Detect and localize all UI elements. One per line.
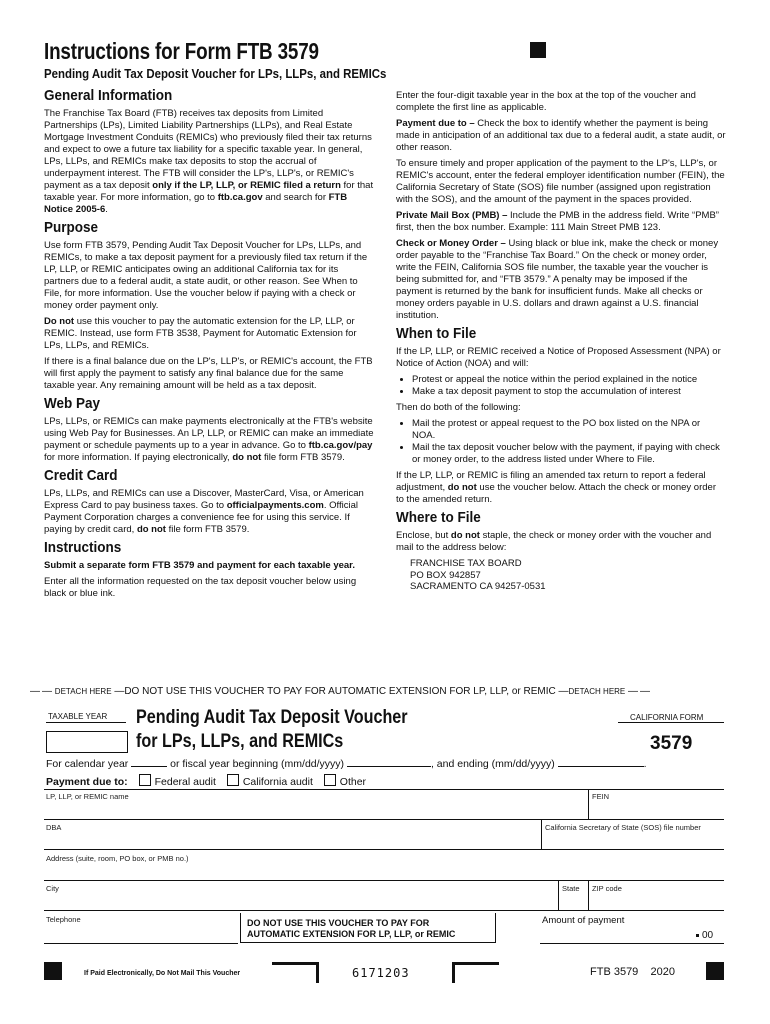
check-instruction: Check or Money Order – Using black or blue ink, make the check or money order payable to the “Franchise Tax Board.” On the check or money order, write the FEIN, California SOS file number, the taxable year the voucher is being submitted for, and “FTB 3579.” A penalty may be imposed if the payment is returned by the bank for insufficient funds. Make all checks or money orders payable in U.S. dollars and drawn against a U.S. financial institution. [396,238,719,321]
form-number: 3579 [650,733,693,754]
telephone-label: Telephone [46,915,81,924]
credit-card-heading: Credit Card [44,467,118,484]
fein-label: FEIN [592,792,610,801]
instructions-heading: Instructions [44,539,122,556]
dash-icon: — — [30,686,53,697]
dash-icon: — [114,686,125,697]
web-pay-heading: Web Pay [44,395,101,412]
sos-label: California Secretary of State (SOS) file number [545,823,701,832]
footer-form-id: FTB 3579 2020 [590,966,676,978]
sos-field[interactable] [545,832,723,848]
list-item: • Make a tax deposit payment to stop the accumulation of interest [412,386,726,398]
dba-field[interactable] [46,832,536,850]
calendar-year-line: For calendar year or fiscal year beginning (mm/dd/yyyy) , and ending (mm/dd/yyyy) . [46,758,647,770]
payment-due-instruction: Payment due to – Check the box to identify whether the payment is being made in anticipation of an additional tax due to a federal audit, a state audit, or other reason. [396,118,726,153]
official-payments-link[interactable]: officialpayments.com [226,500,324,511]
zip-label: ZIP code [592,884,622,893]
general-information-text: The Franchise Tax Board (FTB) receives tax deposits from Limited Partnerships (LPs), Limited Liability Partnerships (LLPs), and Real Estate Mortgage Investment Conduits (REMICs) who previously filed their tax returns and expect to owe a future tax liability for a specific taxable year. In general, LPs, LLPs, and REMICs make tax deposits to stop the accrual of underpayment interest. The FTB will consider the LP's, LLP's, or REMIC's payment as a tax deposit only if the LP, LLP, or REMIC filed a return for that taxable year. For more information, go to ftb.ca.gov and search for FTB Notice 2005-6. [44,108,374,215]
fiscal-end-field[interactable] [558,766,644,767]
voucher-title: Pending Audit Tax Deposit Voucher for LPs, LLPs, and REMICs [136,707,408,752]
page-title: Instructions for Form FTB 3579 [44,38,319,64]
purpose-text: Use form FTB 3579, Pending Audit Tax Deposit Voucher for LPs, LLPs, and REMICs, to make a tax deposit payment for a previously filed tax return if the LP, LLP, or REMIC anticipates owing an additional California tax for its partners due to a federal audit, a state audit, or other reason. See When to File, for more information. Use the voucher below if paying with a check or money order payment only. [44,240,368,311]
instructions-bold-text: Submit a separate form FTB 3579 and payment for each taxable year. [44,560,355,571]
dba-label: DBA [46,823,62,832]
right-column [396,90,726,593]
credit-card-text: LPs, LLPs, and REMICs can use a Discover, MasterCard, Visa, or American Express Card to pay business taxes. Go to officialpayments.com. Official Payment Corporation charges a convenience fee for using this service. If paying by credit card, do not file form FTB 3579. [44,488,364,535]
taxable-year-instruction: Enter the four-digit taxable year in the box at the top of the voucher and complete the first line as applicable. [396,90,696,113]
purpose-balance-text: If there is a final balance due on the LP's, LLP's, or REMIC's account, the FTB will first apply the payment to satisfy any final balance due for the same taxable year. Any remaining amount will be held as a tax deposit. [44,356,373,391]
purpose-heading: Purpose [44,219,99,236]
city-field[interactable] [46,893,554,909]
other-checkbox[interactable] [324,774,336,786]
fein-instruction: To ensure timely and proper application of the payment to the LP's, LLP's, or REMIC's account, enter the federal employer identification number (FEIN), the California Secretary of State (SOS) file number (assigned upon registration with the SOS), and the amount of the payment in the spaces provided. [396,158,725,205]
detach-line: — — DETACH HERE —DO NOT USE THIS VOUCHER TO PAY FOR AUTOMATIC EXTENSION FOR LP, LLP, or REMIC —DETACH HERE — — [30,686,651,697]
registration-mark [706,962,724,980]
then-do-both-text: Then do both of the following: [396,402,521,413]
zip-field[interactable] [592,893,722,909]
when-to-file-text: If the LP, LLP, or REMIC received a Notice of Proposed Assessment (NPA) or Notice of Action (NOA) and will: [396,346,721,369]
taxable-year-label: TAXABLE YEAR [48,712,108,721]
mailing-address: FRANCHISE TAX BOARD PO BOX 942857 SACRAMENTO CA 94257-0531 [410,558,546,592]
when-to-file-list-2 [396,418,726,466]
registration-mark [44,962,62,980]
when-to-file-heading: When to File [396,325,477,342]
pmb-instruction: Private Mail Box (PMB) – Include the PMB in the address field. Write “PMB” first, then the box number. Example: 111 Main Street PMB 123. [396,210,719,233]
calendar-year-field[interactable] [131,766,167,767]
address-label: Address (suite, room, PO box, or PMB no.) [46,854,189,863]
amount-cents: 00 [702,930,714,941]
instructions-text: Enter all the information requested on the tax deposit voucher below using black or blue ink. [44,576,357,599]
list-item: • Mail the tax deposit voucher below with the payment, if paying with check or money order, to the address listed under Where to File. [412,442,726,466]
page-subtitle: Pending Audit Tax Deposit Voucher for LPs, LLPs, and REMICs [44,66,387,81]
electronic-note: If Paid Electronically, Do Not Mail This Voucher [84,970,241,977]
corner-mark [272,962,319,983]
amended-return-text: If the LP, LLP, or REMIC is filing an amended tax return to report a federal adjustment, do not use the voucher below. Attach the check or money order to the amended return. [396,470,716,505]
dash-icon: — [558,686,569,697]
fiscal-begin-field[interactable] [347,766,431,767]
name-field[interactable] [46,800,586,820]
fein-field[interactable] [592,800,722,818]
address-field[interactable] [46,863,722,879]
california-form-label: CALIFORNIA FORM [630,713,704,722]
telephone-field[interactable] [46,925,226,941]
where-to-file-heading: Where to File [396,509,481,526]
extension-warning-box: DO NOT USE THIS VOUCHER TO PAY FOR AUTOMATIC EXTENSION FOR LP, LLP, or REMIC [240,913,496,943]
decimal-point [696,934,699,937]
taxable-year-input[interactable] [46,731,128,753]
web-pay-link[interactable]: ftb.ca.gov/pay [308,440,373,451]
california-audit-checkbox[interactable] [227,774,239,786]
state-field[interactable] [562,893,586,909]
dash-icon: — — [628,686,651,697]
state-label: State [562,884,580,893]
name-label: LP, LLP, or REMIC name [46,792,129,801]
list-item: • Mail the protest or appeal request to the PO box listed on the NPA or NOA. [412,418,726,442]
city-label: City [46,884,59,893]
where-to-file-text: Enclose, but do not staple, the check or money order with the voucher and mail to the address below: [396,530,712,553]
amount-field[interactable] [540,927,700,943]
amount-label: Amount of payment [542,915,625,926]
purpose-do-not-text: Do not use this voucher to pay the automatic extension for the LP, LLP, or REMIC. Instead, use form FTB 3538, Payment for Automatic Extension for LPs, LLPs, and REMICs. [44,316,357,351]
scan-code: 6171203 [352,966,410,980]
payment-due-line: Payment due to: Federal audit California audit Other [46,776,367,788]
left-column [44,87,374,604]
general-information-heading: General Information [44,87,173,104]
federal-audit-checkbox[interactable] [139,774,151,786]
registration-mark [530,42,546,58]
when-to-file-list-1 [396,374,726,398]
list-item: • Protest or appeal the notice within the period explained in the notice [412,374,726,386]
corner-mark [452,962,499,983]
web-pay-text: LPs, LLPs, or REMICs can make payments electronically at the FTB's website using Web Pay for Businesses. An LP, LLP, or REMIC can make an immediate payment or schedule payments up to a year in advance. Go to ftb.ca.gov/pay for more information. If paying electronically, do not file form FTB 3579. [44,416,374,463]
ftb-link[interactable]: ftb.ca.gov [217,192,263,203]
